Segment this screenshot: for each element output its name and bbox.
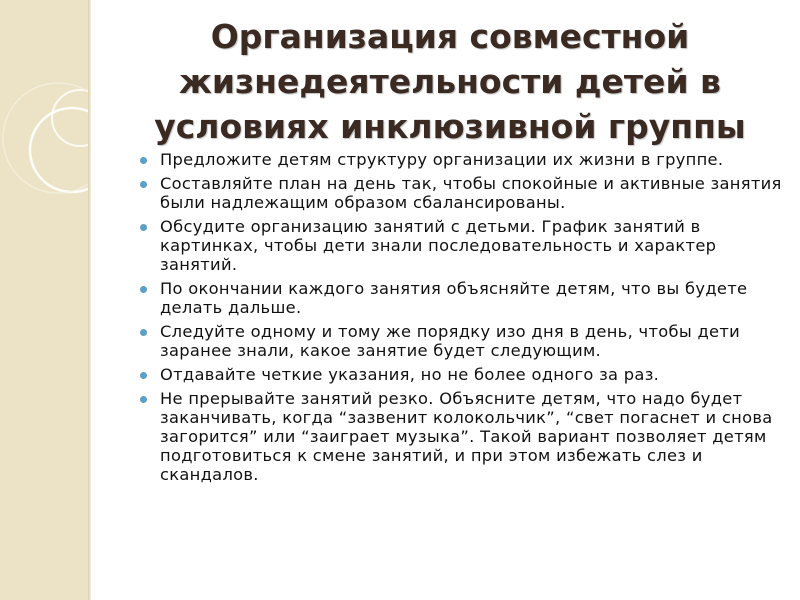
bullet-item [136,365,784,384]
bullet-dot-icon [140,224,147,231]
bullet-dot-icon [140,396,147,403]
title-line: условиях инклюзивной группы [154,107,746,146]
bullet-item [136,389,784,484]
bullet-list [136,150,784,489]
title-line: Организация совместной [210,17,690,56]
bullet-item [136,217,784,274]
title-line: жизнедеятельности детей в [179,62,721,101]
slide-title [130,14,770,149]
bullet-dot-icon [140,286,147,293]
bullet-item [136,279,784,317]
bullet-text: Следуйте одному и тому же порядку изо дня в день, чтобы дети заранее знали, какое занятие будет следующим. [160,322,741,360]
bullet-dot-icon [140,157,147,164]
bullet-text: По окончании каждого занятия объясняйте детям, что вы будете делать дальше. [160,279,748,317]
bullet-dot-icon [140,372,147,379]
bullet-dot-icon [140,181,147,188]
bullet-text: Составляйте план на день так, чтобы спокойные и активные занятия были надлежащим образом сбалансированы. [160,174,782,212]
bullet-dot-icon [140,329,147,336]
bullet-text: Обсудите организацию занятий с детьми. График занятий в картинках, чтобы дети знали последовательность и характер занятий. [160,217,717,274]
bullet-item [136,174,784,212]
bullet-text: Не прерывайте занятий резко. Объясните детям, что надо будет заканчивать, когда “зазвенит колокольчик”, “свет погаснет и снова загорится” или “заиграет музыка”. Такой вариант позволяет детям подготовиться к смене занятий, и при этом избежать слез и скандалов. [160,389,773,484]
bullet-text: Отдавайте четкие указания, но не более одного за раз. [160,365,660,384]
bullet-item [136,150,784,169]
decorative-side-band [0,0,88,600]
decorative-circles [0,0,88,600]
bullet-item [136,322,784,360]
bullet-text: Предложите детям структуру организации их жизни в группе. [160,150,724,169]
